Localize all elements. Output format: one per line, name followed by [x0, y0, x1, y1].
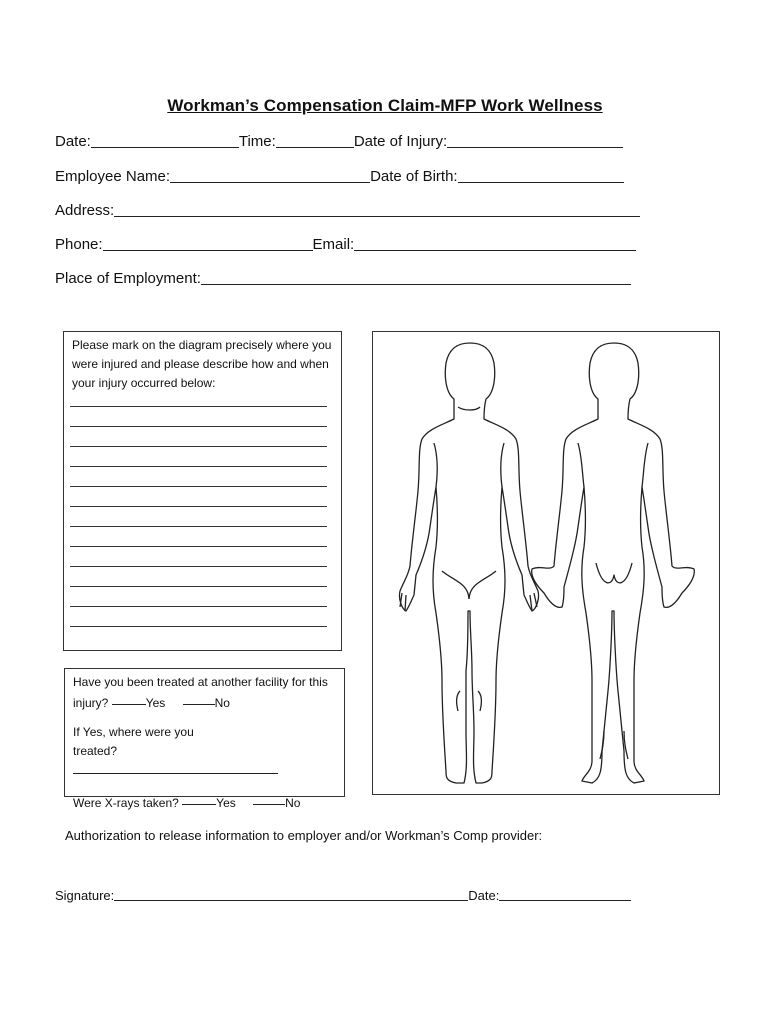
description-line[interactable] [70, 506, 327, 507]
description-line[interactable] [70, 586, 327, 587]
treatment-box [64, 668, 345, 810]
email-field[interactable] [354, 236, 636, 251]
address-field[interactable] [114, 202, 640, 217]
body-diagram[interactable] [372, 331, 720, 795]
date-label: Date: [55, 133, 91, 150]
phone-label: Phone: [55, 236, 103, 253]
description-line[interactable] [70, 426, 327, 427]
xray-no-field[interactable] [253, 792, 285, 805]
description-line[interactable] [70, 466, 327, 467]
time-field[interactable] [276, 133, 354, 148]
xray-no-label: No [285, 796, 301, 810]
xray-question-text: Were X-rays taken? [73, 796, 179, 810]
injury-description-box [63, 331, 342, 651]
signature-field[interactable] [114, 888, 468, 901]
signature-date-field[interactable] [499, 888, 631, 901]
date-of-birth-field[interactable] [458, 168, 624, 183]
injury-description-lines[interactable] [64, 406, 341, 627]
employee-name-label: Employee Name: [55, 168, 171, 185]
row-employment [55, 267, 645, 287]
treated-yes-label: Yes [145, 696, 166, 710]
description-line[interactable] [70, 626, 327, 627]
form-title: Workman’s Compensation Claim-MFP Work Wellness [167, 96, 603, 115]
treated-question-text: Have you been treated at another facility for this injury? [73, 675, 328, 710]
xray-question [73, 792, 336, 813]
phone-field[interactable] [103, 236, 313, 251]
description-line[interactable] [70, 546, 327, 547]
row-phone-email [55, 233, 645, 253]
description-line[interactable] [70, 526, 327, 527]
time-label: Time: [238, 133, 276, 150]
signature-row [55, 888, 631, 903]
xray-yes-label: Yes [216, 796, 236, 810]
treated-no-label: No [214, 696, 230, 710]
description-line[interactable] [70, 486, 327, 487]
xray-yes-field[interactable] [182, 792, 216, 805]
treated-yes-field[interactable] [112, 692, 146, 705]
where-treated [73, 723, 223, 782]
description-line[interactable] [70, 606, 327, 607]
place-of-employment-field[interactable] [201, 270, 631, 285]
date-of-injury-label: Date of Injury: [353, 133, 448, 150]
place-of-employment-label: Place of Employment: [55, 270, 201, 287]
row-address [55, 199, 645, 219]
where-treated-field[interactable] [73, 761, 278, 774]
body-diagram-frame [373, 332, 720, 795]
treated-question [73, 673, 336, 713]
description-line[interactable] [70, 446, 327, 447]
employee-name-field[interactable] [170, 168, 370, 183]
signature-date-label: Date: [468, 888, 500, 903]
treated-no-field[interactable] [183, 692, 215, 705]
injury-instructions: Please mark on the diagram precisely where you were injured and please describe how and when your injury occurred below: [72, 338, 332, 390]
date-of-injury-field[interactable] [447, 133, 623, 148]
date-field[interactable] [91, 133, 239, 148]
email-label: Email: [312, 236, 355, 253]
date-of-birth-label: Date of Birth: [370, 168, 458, 185]
address-label: Address: [55, 202, 115, 219]
row-date-time [55, 130, 645, 150]
description-line[interactable] [70, 406, 327, 407]
description-line[interactable] [70, 566, 327, 567]
where-treated-text: If Yes, where were you treated? [73, 725, 194, 758]
signature-label: Signature: [55, 888, 115, 903]
authorization-text: Authorization to release information to employer and/or Workman’s Comp provider: [65, 828, 543, 843]
row-employee [55, 165, 645, 185]
